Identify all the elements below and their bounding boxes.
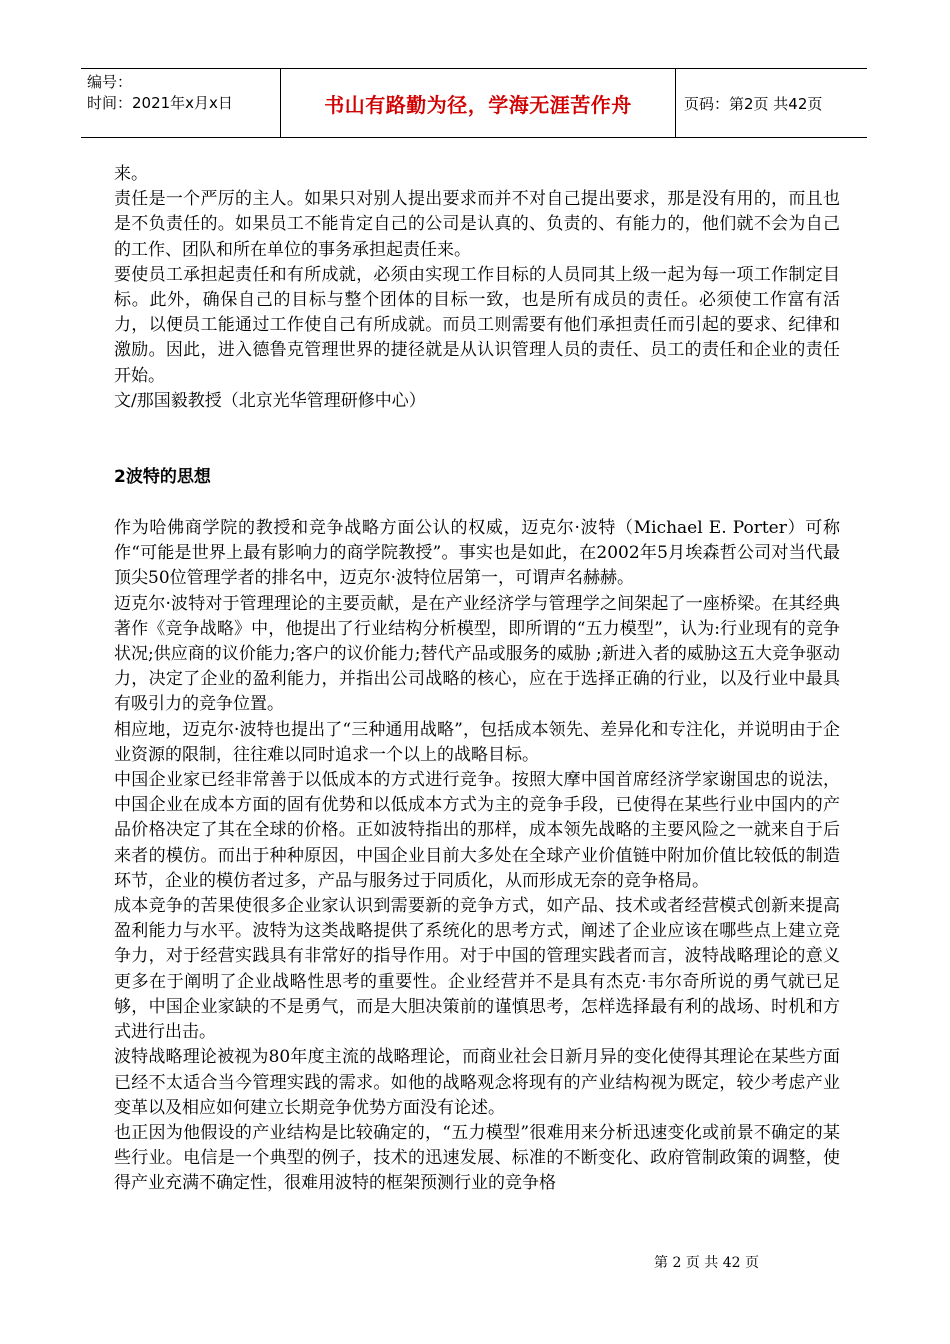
paragraph: 作为哈佛商学院的教授和竞争战略方面公认的权威，迈克尔·波特（Michael E. Porter）可称作“可能是世界上最有影响力的商学院教授”。事实也是如此，在2002年5月埃森哲公司对当代最顶尖50位管理学者的排名中，迈克尔·波特位居第一，可谓声名赫赫。	[114, 518, 840, 589]
header-motto: 书山有路勤为径，学海无涯苦作舟	[280, 69, 676, 137]
paragraph: 迈克尔·波特对于管理理论的主要贡献，是在产业经济学与管理学之间架起了一座桥梁。在其经典著作《竞争战略》中，他提出了行业结构分析模型，即所谓的“五力模型”，认为:行业现有的竞争状况;供应商的议价能力;客户的议价能力;替代产品或服务的威胁 ;新进入者的威胁这五大竞争驱动力，决定了企业的盈利能力，并指出公司战略的核心，应在于选择正确的行业，以及行业中最具有吸引力的竞争位置。	[114, 593, 840, 715]
document-time-label: 时间：2021年x月x日	[87, 94, 233, 112]
document-number-label: 编号：	[87, 73, 133, 91]
author-attribution: 文/那国毅教授（北京光华管理研修中心）	[114, 390, 426, 411]
paragraph: 中国企业家已经非常善于以低成本的方式进行竞争。按照大摩中国首席经济学家谢国忠的说法，中国企业在成本方面的固有优势和以低成本方式为主的竞争手段，已使得在某些行业中国内的产品价格决定了其在全球的价格。正如波特指出的那样，成本领先战略的主要风险之一就来自于后来者的模仿。而出于种种原因，中国企业目前大多处在全球产业价值链中附加价值比较低的制造环节，企业的模仿者过多，产品与服务过于同质化，从而形成无奈的竞争格局。	[114, 770, 840, 891]
page-header	[81, 68, 867, 138]
header-page-label: 页码：第2页 共42页	[684, 94, 823, 113]
paragraph: 成本竞争的苦果使很多企业家认识到需要新的竞争方式，如产品、技术或者经营模式创新来提高盈利能力与水平。波特为这类战略提供了系统化的思考方式，阐述了企业应该在哪些点上建立竞争力，对于经营实践具有非常好的指导作用。对于中国的管理实践者而言，波特战略理论的意义更多在于阐明了企业战略性思考的重要性。企业经营并不是具有杰克·韦尔奇所说的勇气就已足够，中国企业家缺的不是勇气，而是大胆决策前的谨慎思考，怎样选择最有利的战场、时机和方式进行出击。	[114, 896, 840, 1043]
paragraph: 也正因为他假设的产业结构是比较确定的，“五力模型”很难用来分析迅速变化或前景不确定的某些行业。电信是一个典型的例子，技术的迅速发展、标准的不断变化、政府管制政策的调整，使得产业充满不确定性，很难用波特的框架预测行业的竞争格	[114, 1122, 840, 1194]
header-meta	[81, 69, 280, 137]
paragraph: 相应地，迈克尔·波特也提出了“三种通用战略”，包括成本领先、差异化和专注化，并说明由于企业资源的限制，往往难以同时追求一个以上的战略目标。	[114, 719, 840, 765]
paragraph: 波特战略理论被视为80年度主流的战略理论，而商业社会日新月异的变化使得其理论在某些方面已经不太适合当今管理实践的需求。如他的战略观念将现有的产业结构视为既定，较少考虑产业变革以及相应如何建立长期竞争优势方面没有论述。	[114, 1047, 840, 1118]
section-title: 2波特的思想	[114, 467, 211, 488]
page-footer: 第 2 页 共 42 页	[654, 1255, 759, 1271]
paragraph: 责任是一个严厉的主人。如果只对别人提出要求而并不对自己提出要求，那是没有用的，而且也是不负责任的。如果员工不能肯定自己的公司是认真的、负责的、有能力的，他们就不会为自己的工作、团队和所在单位的事务承担起责任来。	[114, 189, 840, 260]
paragraph: 要使员工承担起责任和有所成就，必须由实现工作目标的人员同其上级一起为每一项工作制定目标。此外，确保自己的目标与整个团体的目标一致，也是所有成员的责任。必须使工作富有活力，以便员工能通过工作使自己有所成就。而员工则需要有他们承担责任而引起的要求、纪律和激励。因此，进入德鲁克管理世界的捷径就是从认识管理人员的责任、员工的责任和企业的责任开始。	[114, 264, 840, 386]
paragraph: 来。	[114, 164, 148, 184]
document-body	[114, 162, 840, 1197]
